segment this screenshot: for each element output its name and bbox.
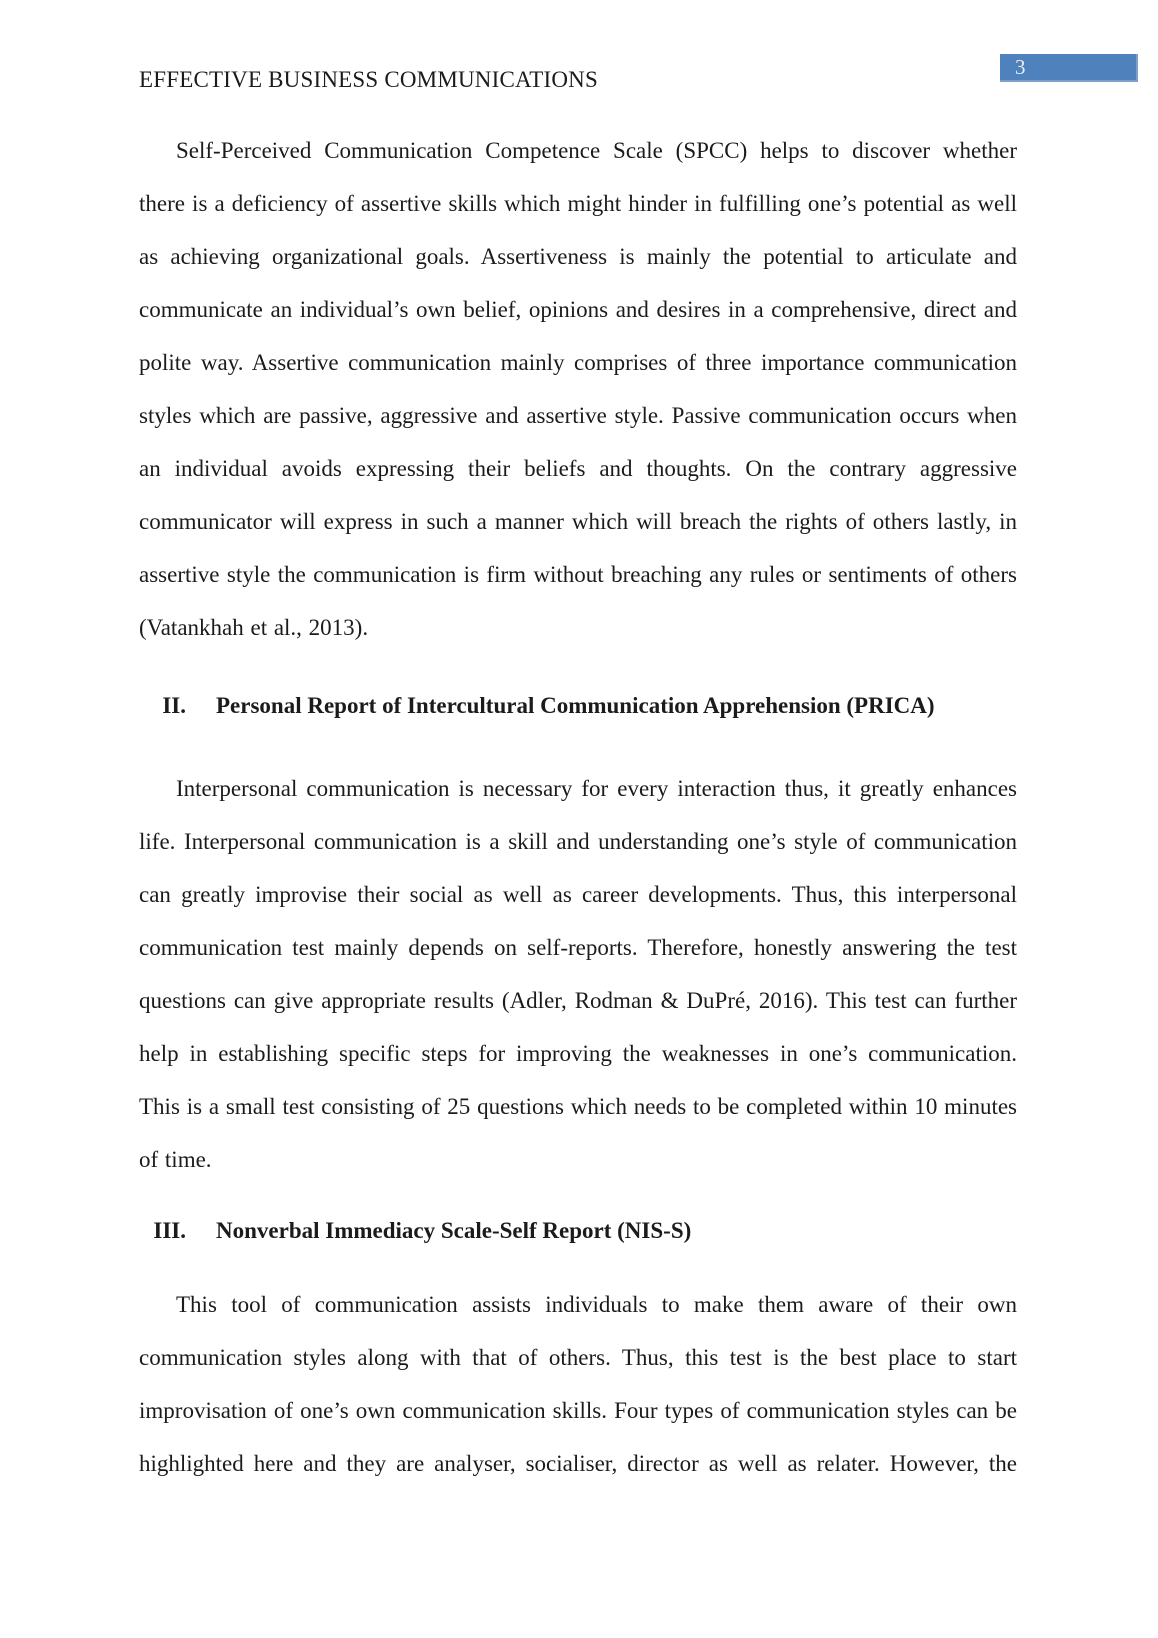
page-number: 3: [1015, 55, 1026, 79]
section-title: Personal Report of Intercultural Communication Apprehension (PRICA): [216, 693, 935, 718]
section-title: Nonverbal Immediacy Scale-Self Report (NIS-S): [216, 1218, 692, 1243]
paragraph-niss: This tool of communication assists individuals to make them aware of their own communication styles along with that of others. Thus, this test is the best place to start improvisation of one’s own communication skills. Four types of communication styles can be highlighted here and they are analyser, socialiser, director as well as relater. However, the: [139, 1292, 1017, 1476]
paragraph-prica: Interpersonal communication is necessary for every interaction thus, it greatly enhances life. Interpersonal communication is a skill and understanding one’s style of communication can greatly improvise their social as well as career developments. Thus, this interpersonal communication test mainly depends on self-reports. Therefore, honestly answering the test questions can give appropriate results (Adler, Rodman & DuPré, 2016). This test can further help in establishing specific steps for improving the weaknesses in one’s communication. This is a small test consisting of 25 questions which needs to be completed within 10 minutes of time.: [139, 776, 1017, 1172]
section-heading-niss: [139, 1204, 1017, 1257]
document-body: [139, 0, 1017, 1638]
section-heading-prica: [139, 679, 1017, 732]
page-number-badge: [1000, 54, 1138, 82]
section-number: II.: [162, 693, 186, 718]
paragraph-spcc: Self-Perceived Communication Competence Scale (SPCC) helps to discover whether there is a deficiency of assertive skills which might hinder in fulfilling one’s potential as well as achieving organizational goals. Assertiveness is mainly the potential to articulate and communicate an individual’s own belief, opinions and desires in a comprehensive, direct and polite way. Assertive communication mainly comprises of three importance communication styles which are passive, aggressive and assertive style. Passive communication occurs when an individual avoids expressing their beliefs and thoughts. On the contrary aggressive communicator will express in such a manner which will breach the rights of others lastly, in assertive style the communication is firm without breaching any rules or sentiments of others (Vatankhah et al., 2013).: [139, 138, 1017, 640]
section-number: III.: [153, 1218, 186, 1243]
running-head: EFFECTIVE BUSINESS COMMUNICATIONS: [139, 67, 598, 92]
